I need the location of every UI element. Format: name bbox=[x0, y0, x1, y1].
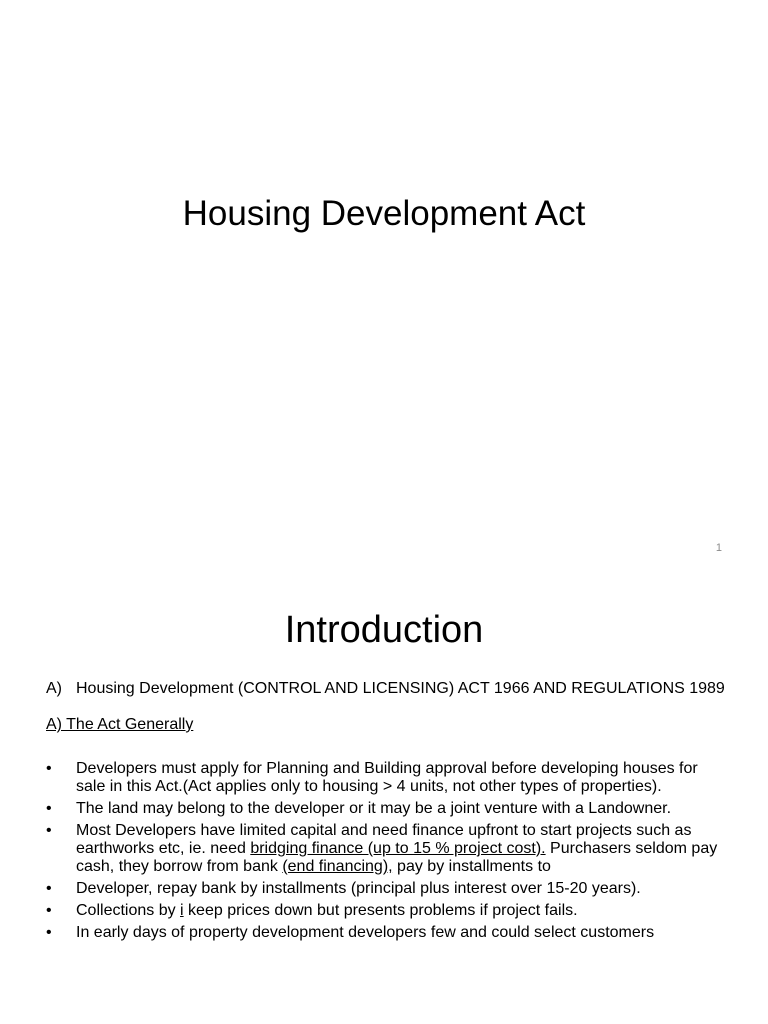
slide-title: Introduction bbox=[284, 609, 484, 651]
bullet-text: Developers must apply for Planning and Building approval before developing houses for sale in this Act.(Act applies only to housing > 4 units, not other types of properties). bbox=[76, 760, 698, 795]
bullet-text: The land may belong to the developer or it may be a joint venture with a Landowner. bbox=[76, 800, 672, 817]
bullet-icon: • bbox=[46, 760, 52, 777]
end-financing-text: (end financing), bbox=[282, 858, 393, 875]
bullet-text-part: pay by installments to bbox=[392, 858, 551, 875]
slide-content bbox=[46, 680, 726, 946]
bullet-text bbox=[76, 822, 726, 876]
bullet-text-part: Most Developers have limited capital and need finance upfront to start projects such as earthworks etc, ie. need bbox=[76, 822, 692, 857]
subheading: A) The Act Generally bbox=[46, 716, 194, 733]
bullet-icon: • bbox=[46, 800, 52, 817]
bullet-text-part: keep prices down but presents problems if project fails. bbox=[183, 902, 578, 919]
bullet-icon: • bbox=[46, 880, 52, 897]
list-marker: A) bbox=[46, 680, 62, 697]
bullet-text: In early days of property development developers few and could select customers bbox=[76, 924, 655, 941]
underlined-letter: i bbox=[180, 902, 184, 919]
section-a-heading bbox=[46, 680, 726, 698]
introduction-slide bbox=[0, 576, 768, 1024]
slide-title: Housing Development Act bbox=[182, 194, 586, 233]
list-item bbox=[46, 880, 726, 898]
bullet-icon: • bbox=[46, 902, 52, 919]
bullet-text-part: Purchasers seldom pay cash, they borrow from bank bbox=[76, 840, 718, 875]
bullet-icon: • bbox=[46, 924, 52, 941]
bullet-icon: • bbox=[46, 822, 52, 839]
bullet-text bbox=[76, 902, 726, 920]
section-a-text: Housing Development (CONTROL AND LICENSING) ACT 1966 AND REGULATIONS 1989 bbox=[76, 680, 725, 697]
list-item bbox=[46, 924, 726, 942]
bullet-text: Developer, repay bank by installments (principal plus interest over 15-20 years). bbox=[76, 880, 641, 897]
bullet-list bbox=[46, 760, 726, 942]
list-item bbox=[46, 822, 726, 876]
bullet-text-part: Collections by bbox=[76, 902, 181, 919]
list-item bbox=[46, 902, 726, 920]
slide-number: 1 bbox=[715, 542, 722, 554]
bridging-finance-text: bridging finance (up to 15 % project cost). bbox=[250, 840, 546, 857]
list-item bbox=[46, 760, 726, 796]
list-item bbox=[46, 800, 726, 818]
